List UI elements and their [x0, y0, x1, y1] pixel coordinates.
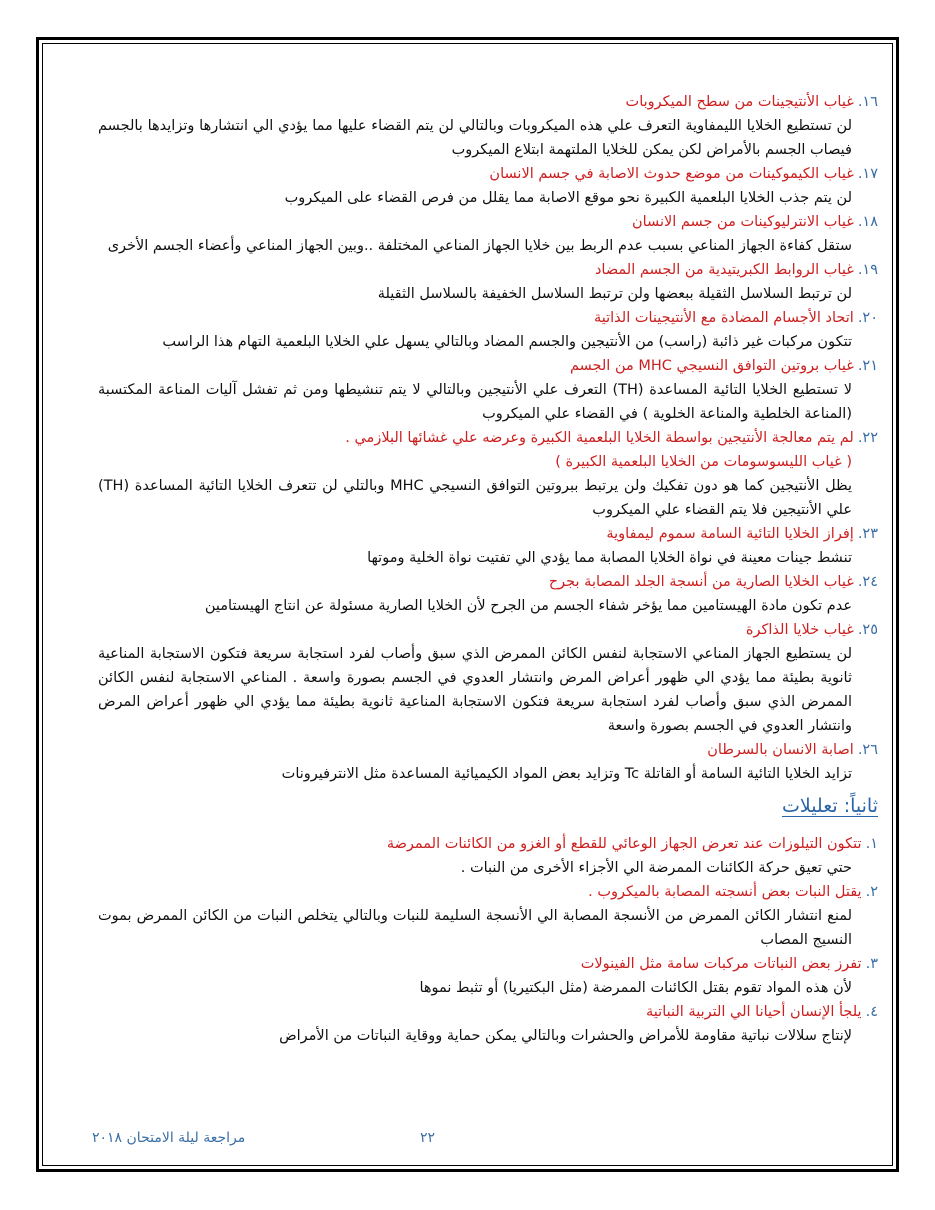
- question-text: غياب الروابط الكبريتيدية من الجسم المضاد: [594, 262, 854, 278]
- question-number: ٢٤.: [857, 574, 878, 590]
- question-text: لم يتم معالجة الأنتيجين بواسطة الخلايا البلعمية الكبيرة وعرضه علي غشائها البلازمي .: [345, 430, 854, 446]
- section-consequences: [98, 90, 878, 786]
- question-number: ٣.: [865, 956, 878, 972]
- answer-text: لن يتم جذب الخلايا البلعمية الكبيرة نحو موقع الاصابة مما يقلل من فرص القضاء على الميكروب: [284, 190, 852, 206]
- question-heading: [98, 618, 878, 642]
- answer-text: لن يستطيع الجهاز المناعي الاستجابة لنفس الكائن الممرض الذي سبق وأصاب لفرد استجابة سريعة فتكون الاستجابة المناعية ثانوية بطيئة مما يؤدي الي ظهور أعراض المرض وانتشار العدوي في الجسم بصورة واسعة . المناعي الاستجابة لنفس الكائن الممرض الذي سبق وأصاب لفرد استجابة سريعة فتكون الاستجابة المناعية ثانوية بطيئة مما يؤدي الي ظهور أعراض المرض وانتشار العدوي في الجسم بصورة واسعة: [98, 646, 852, 734]
- footer-review-title: مراجعة ليلة الامتحان ٢٠١٨: [92, 1130, 246, 1146]
- question-number: ٢.: [865, 884, 878, 900]
- question-number: ٢١.: [857, 358, 878, 374]
- question-heading: [98, 306, 878, 330]
- question-text: إفراز الخلايا التائية السامة سموم ليمفاوية: [606, 526, 854, 542]
- question-heading: [98, 952, 878, 976]
- question-number: ٢٦.: [857, 742, 878, 758]
- section-title-reasons: ثانياً: تعليلات: [781, 795, 878, 817]
- question-text: غياب خلايا الذاكرة: [745, 622, 854, 638]
- answer-text: تتكون مركبات غير ذائبة (راسب) من الأنتيجين والجسم المضاد وبالتالي يسهل علي الخلايا البلعمية التهام هذا الراسب: [162, 334, 852, 350]
- question-heading: [98, 90, 878, 114]
- answer-text: لأن هذه المواد تقوم بقتل الكائنات الممرضة (مثل البكتيريا) أو تثبط نموها: [419, 980, 852, 996]
- question-heading: [98, 522, 878, 546]
- page-footer: [80, 1130, 860, 1152]
- question-heading: [98, 738, 878, 762]
- question-number: ١٩.: [857, 262, 878, 278]
- question-number: ١.: [865, 836, 878, 852]
- question-heading: [98, 832, 878, 856]
- question-number: ٢٥.: [857, 622, 878, 638]
- question-number: ١٦.: [857, 94, 878, 110]
- question-text: اصابة الانسان بالسرطان: [707, 742, 854, 758]
- question-number: ٢٢.: [857, 430, 878, 446]
- question-heading: [98, 570, 878, 594]
- answer-text: لمنع انتشار الكائن الممرض من الأنسجة المصابة الي الأنسجة السليمة للنبات وبالتالي يتخلص النبات من الكائن الممرض بموت النسيج المصاب: [98, 908, 852, 948]
- question-text: غياب الكيموكينات من موضع حدوث الاصابة في جسم الانسان: [489, 166, 854, 182]
- question-heading: [98, 1000, 878, 1024]
- question-number: ٤.: [865, 1004, 878, 1020]
- question-text: غياب الخلايا الصارية من أنسجة الجلد المصابة بجرح: [548, 574, 854, 590]
- question-number: ١٧.: [857, 166, 878, 182]
- question-text: يقتل النبات بعض أنسجته المصابة بالميكروب .: [588, 884, 862, 900]
- question-text: غياب بروتين التوافق النسيجي MHC من الجسم: [569, 358, 854, 374]
- question-heading: [98, 258, 878, 282]
- answer-text: لن ترتبط السلاسل الثقيلة ببعضها ولن ترتبط السلاسل الخفيفة بالسلاسل الثقيلة: [377, 286, 852, 302]
- question-heading: [98, 162, 878, 186]
- answer-text: ستقل كفاءة الجهاز المناعي بسبب عدم الربط بين خلايا الجهاز المناعي المختلفة ..وبين الجهاز المناعي وأعضاء الجسم الأخرى: [107, 238, 852, 254]
- page-number: ٢٢: [420, 1130, 436, 1146]
- question-subheading: ( غياب الليسوسومات من الخلايا البلعمية الكبيرة ): [555, 454, 852, 470]
- answer-text: عدم تكون مادة الهيستامين مما يؤخر شفاء الجسم من الجرح لأن الخلايا الصارية مسئولة عن انتاج الهيستامين: [204, 598, 852, 614]
- question-text: اتحاد الأجسام المضادة مع الأنتيجينات الذاتية: [593, 310, 854, 326]
- question-number: ١٨.: [857, 214, 878, 230]
- answer-text: تزايد الخلايا التائية السامة أو القاتلة Tc وتزايد بعض المواد الكيميائية المساعدة مثل الانترفيرونات: [281, 766, 852, 782]
- question-text: غياب الأنتيجينات من سطح الميكروبات: [625, 94, 854, 110]
- page-content: [98, 90, 878, 1048]
- question-heading: [98, 210, 878, 234]
- question-number: ٢٠.: [857, 310, 878, 326]
- question-text: غياب الانترليوكينات من جسم الانسان: [631, 214, 854, 230]
- section-reasons: [98, 832, 878, 1048]
- answer-text: لإنتاج سلالات نباتية مقاومة للأمراض والحشرات وبالتالي يمكن حماية ووقاية النباتات من الأمراض: [279, 1028, 852, 1044]
- question-heading: [98, 426, 878, 450]
- answer-text: تنشط جينات معينة في نواة الخلايا المصابة مما يؤدي الي تفتيت نواة الخلية وموتها: [367, 550, 852, 566]
- answer-text: يظل الأنتيجين كما هو دون تفكيك ولن يرتبط ببروتين التوافق النسيجي MHC وبالتلي لن تتعرف الخلايا التائية المساعدة (TH) علي الأنتيجين فلا يتم القضاء علي الميكروب: [98, 478, 852, 518]
- question-text: تتكون التيلوزات عند تعرض الجهاز الوعائي للقطع أو الغزو من الكائنات الممرضة: [386, 836, 862, 852]
- question-text: يلجأ الإنسان أحيانا الي التربية النباتية: [646, 1004, 862, 1020]
- question-heading: [98, 354, 878, 378]
- question-heading: [98, 880, 878, 904]
- answer-text: حتي تعيق حركة الكائنات الممرضة الي الأجزاء الأخرى من النبات .: [460, 860, 852, 876]
- answer-text: لا تستطيع الخلايا التائية المساعدة (TH) التعرف علي الأنتيجين وبالتالي لا يتم تنشيطها ومن ثم تفشل آليات المناعة المكتسبة (المناعة الخلطية والمناعة الخلوية ) في القضاء علي الميكروب: [98, 382, 853, 422]
- answer-text: لن تستطيع الخلايا الليمفاوية التعرف علي هذه الميكروبات وبالتالي لن يتم القضاء عليها مما يؤدي الي انتشارها وتزايدها بالجسم فيصاب الجسم بالأمراض لكن يمكن للخلايا الملتهمة ابتلاع الميكروب: [98, 118, 852, 158]
- question-number: ٢٣.: [857, 526, 878, 542]
- question-text: تفرز بعض النباتات مركبات سامة مثل الفينولات: [580, 956, 862, 972]
